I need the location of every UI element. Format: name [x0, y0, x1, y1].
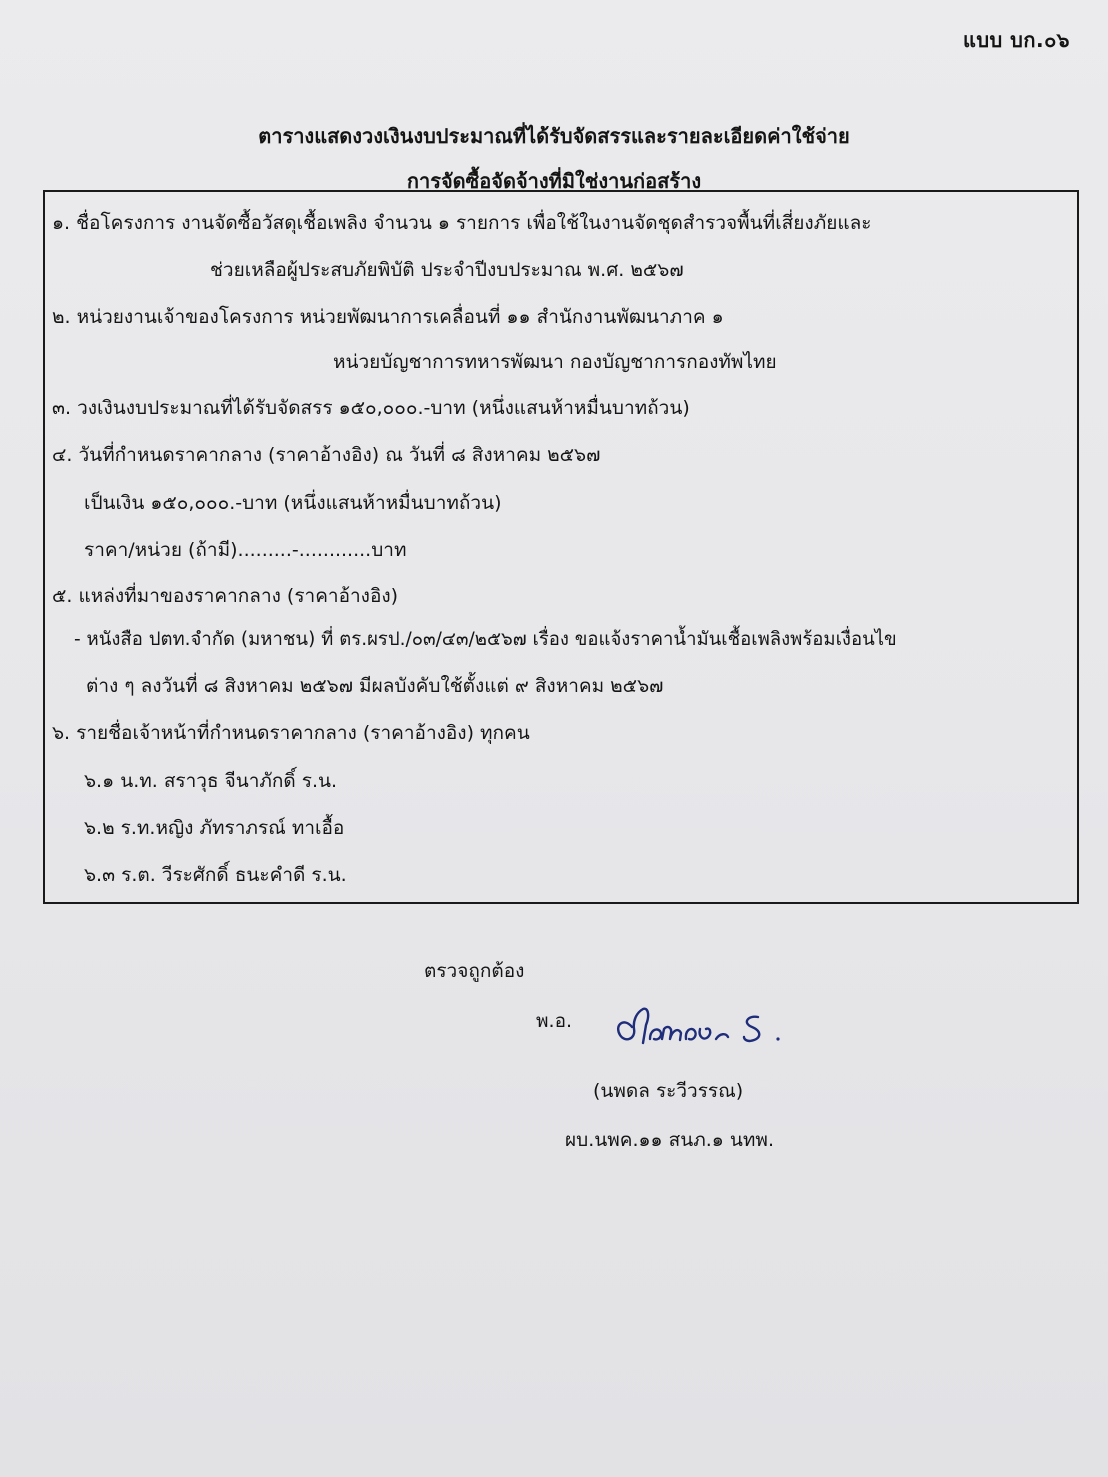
- section-2-line-1: ๒. หน่วยงานเจ้าของโครงการ หน่วยพัฒนาการเคลื่อนที่ ๑๑ สำนักงานพัฒนาภาค ๑: [52, 306, 724, 328]
- section-3-line-1: ๓. วงเงินงบประมาณที่ได้รับจัดสรร ๑๕๐,๐๐๐.-บาท (หนึ่งแสนห้าหมื่นบาทถ้วน): [52, 397, 690, 419]
- section-1-line-2: ช่วยเหลือผู้ประสบภัยพิบัติ ประจำปีงบประมาณ พ.ศ. ๒๕๖๗: [210, 259, 684, 281]
- signer-rank: พ.อ.: [536, 1010, 573, 1032]
- section-6-line-1: ๖. รายชื่อเจ้าหน้าที่กำหนดราคากลาง (ราคาอ้างอิง) ทุกคน: [52, 722, 530, 744]
- officer-2: ๖.๒ ร.ท.หญิง ภัทราภรณ์ ทาเอื้อ: [84, 817, 345, 839]
- document-title-line-2: การจัดซื้อจัดจ้างที่มิใช่งานก่อสร้าง: [406, 169, 702, 193]
- signer-position: ผบ.นพค.๑๑ สนภ.๑ นทพ.: [565, 1129, 774, 1151]
- section-2-line-2: หน่วยบัญชาการทหารพัฒนา กองบัญชาการกองทัพไทย: [333, 351, 777, 373]
- officer-1: ๖.๑ น.ท. สราวุธ จีนาภักดิ์ ร.น.: [84, 770, 338, 792]
- form-code: แบบ บก.๐๖: [962, 28, 1070, 52]
- handwritten-signature: [612, 1003, 792, 1053]
- document-title-line-1: ตารางแสดงวงเงินงบประมาณที่ได้รับจัดสรรและรายละเอียดค่าใช้จ่าย: [258, 124, 850, 148]
- section-4-line-2: เป็นเงิน ๑๕๐,๐๐๐.-บาท (หนึ่งแสนห้าหมื่นบาทถ้วน): [84, 492, 502, 514]
- section-5-line-3: ต่าง ๆ ลงวันที่ ๘ สิงหาคม ๒๕๖๗ มีผลบังคับใช้ตั้งแต่ ๙ สิงหาคม ๒๕๖๗: [86, 675, 664, 697]
- section-5-line-1: ๕. แหล่งที่มาของราคากลาง (ราคาอ้างอิง): [52, 585, 399, 607]
- section-4-line-3: ราคา/หน่วย (ถ้ามี).........-............บาท: [84, 539, 407, 561]
- section-4-line-1: ๔. วันที่กำหนดราคากลาง (ราคาอ้างอิง) ณ วันที่ ๘ สิงหาคม ๒๕๖๗: [52, 444, 601, 466]
- section-5-line-2: - หนังสือ ปตท.จำกัด (มหาชน) ที่ ตร.ผรป./๐๓/๔๓/๒๕๖๗ เรื่อง ขอแจ้งราคาน้ำมันเชื้อเพลิงพร้อมเงื่อนไข: [74, 629, 897, 650]
- section-1-line-1: ๑. ชื่อโครงการ งานจัดซื้อวัสดุเชื้อเพลิง จำนวน ๑ รายการ เพื่อใช้ในงานจัดชุดสำรวจพื้นที่เสี่ยงภัยและ: [52, 212, 872, 234]
- signer-name: (นพดล ระวีวรรณ): [593, 1080, 744, 1102]
- officer-3: ๖.๓ ร.ต. วีระศักดิ์ ธนะคำดี ร.น.: [84, 864, 347, 886]
- verify-label: ตรวจถูกต้อง: [424, 960, 525, 982]
